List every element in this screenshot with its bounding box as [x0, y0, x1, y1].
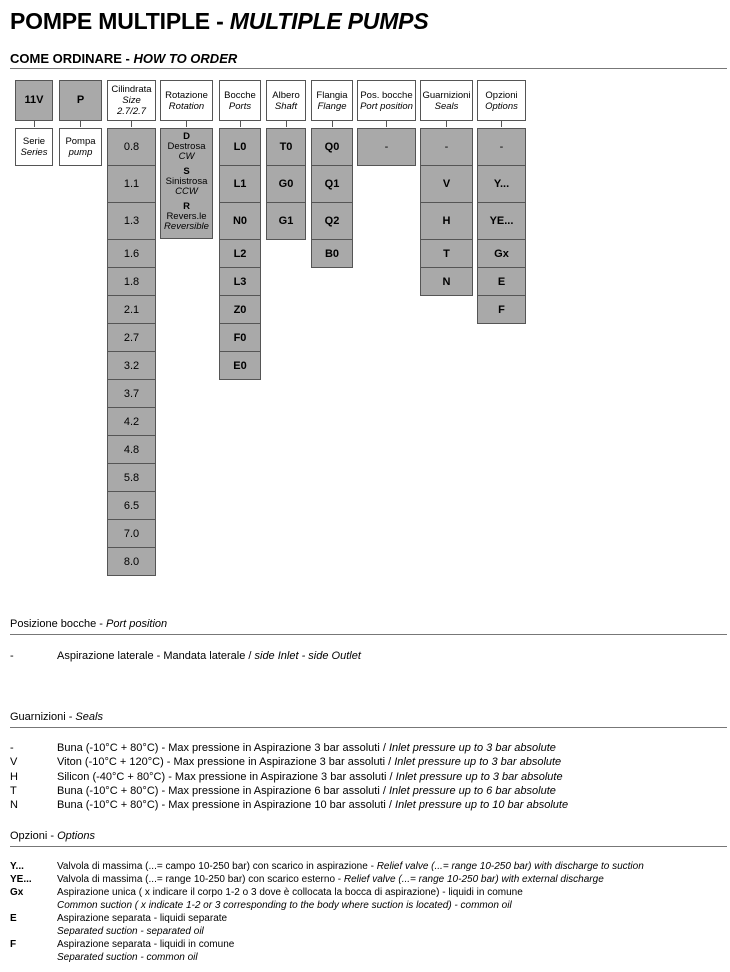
ports-cell: L2	[219, 239, 261, 268]
shaft-cell: G1	[266, 202, 306, 240]
option-subtext: Separated suction - separated oil	[57, 926, 204, 937]
ports-cell: E0	[219, 351, 261, 380]
header-rotation: Rotazione Rotation	[160, 80, 213, 121]
flange-cell: Q2	[311, 202, 353, 240]
series-label: Serie Series	[15, 128, 53, 166]
size-cell: 5.8	[107, 463, 156, 492]
header-seals: Guarnizioni Seals	[420, 80, 473, 121]
shaft-cell: G0	[266, 165, 306, 203]
options-column	[477, 128, 526, 324]
header-options: Opzioni Options	[477, 80, 526, 121]
connector-tick	[34, 121, 35, 127]
size-cell: 1.3	[107, 202, 156, 240]
flange-cell: B0	[311, 239, 353, 268]
options-heading: Opzioni - Options	[10, 830, 95, 842]
ports-cell: N0	[219, 202, 261, 240]
option-code: Y...	[10, 861, 24, 872]
size-cell: 4.2	[107, 407, 156, 436]
size-cell: 2.1	[107, 295, 156, 324]
seal-text: Buna (-10°C + 80°C) - Max pressione in Aspirazione 6 bar assoluti / Inlet pressure up to 6 bar absolute	[57, 785, 556, 797]
connector-tick	[186, 121, 187, 127]
connector-tick	[240, 121, 241, 127]
header-flange: Flangia Flange	[311, 80, 353, 121]
ports-cell: L3	[219, 267, 261, 296]
divider	[10, 846, 727, 847]
flange-cell: Q1	[311, 165, 353, 203]
header-series-code: 11V	[15, 80, 53, 121]
size-cell: 4.8	[107, 435, 156, 464]
port-position-row-text: Aspirazione laterale - Mandata laterale / side Inlet - side Outlet	[57, 650, 361, 662]
size-cell: 3.2	[107, 351, 156, 380]
shaft-cell: T0	[266, 128, 306, 166]
size-cell: 6.5	[107, 491, 156, 520]
options-cell: Gx	[477, 239, 526, 268]
option-text: Aspirazione unica ( x indicare il corpo 1-2 o 3 dove è collocata la bocca di aspirazione) - liquidi in comune	[57, 887, 523, 898]
ports-cell: Z0	[219, 295, 261, 324]
seal-text: Buna (-10°C + 80°C) - Max pressione in Aspirazione 3 bar assoluti / Inlet pressure up to 3 bar absolute	[57, 742, 556, 754]
option-code: F	[10, 939, 17, 950]
connector-tick	[332, 121, 333, 127]
ports-cell: L0	[219, 128, 261, 166]
option-code: YE...	[10, 874, 32, 885]
header-pump-code: P	[59, 80, 102, 121]
seals-cell: H	[420, 202, 473, 240]
port-position-row-code: -	[10, 650, 14, 662]
port-position-cell: -	[357, 128, 416, 166]
connector-tick	[386, 121, 387, 127]
flange-cell: Q0	[311, 128, 353, 166]
seals-cell: V	[420, 165, 473, 203]
options-cell: -	[477, 128, 526, 166]
option-text: Aspirazione separata - liquidi separate	[57, 913, 228, 924]
how-to-order-heading: COME ORDINARE - HOW TO ORDER	[10, 51, 238, 66]
option-subtext: Common suction ( x indicate 1-2 or 3 corresponding to the body where suction is located) - common oil	[57, 900, 512, 911]
connector-tick	[446, 121, 447, 127]
divider	[10, 727, 727, 728]
option-subtext: Separated suction - common oil	[57, 952, 198, 963]
pump-label: Pompa pump	[59, 128, 102, 166]
size-cell: 1.6	[107, 239, 156, 268]
options-cell: E	[477, 267, 526, 296]
connector-tick	[80, 121, 81, 127]
page-title: POMPE MULTIPLE - MULTIPLE PUMPS	[10, 8, 429, 34]
size-cell: 2.7	[107, 323, 156, 352]
rotation-cell	[160, 128, 213, 239]
seal-code: H	[10, 771, 18, 783]
options-cell: Y...	[477, 165, 526, 203]
seal-code: T	[10, 785, 17, 797]
seal-code: N	[10, 799, 18, 811]
ports-column	[219, 128, 261, 380]
seal-text: Silicon (-40°C + 80°C) - Max pressione in Aspirazione 3 bar assoluti / Inlet pressure up to 3 bar absolute	[57, 771, 563, 783]
seals-heading: Guarnizioni - Seals	[10, 711, 103, 723]
header-ports: Bocche Ports	[219, 80, 261, 121]
option-text: Valvola di massima (...= campo 10-250 bar) con scarico in aspirazione - Relief valve (...= range 10-250 bar) with discharge to suction	[57, 861, 644, 872]
seals-cell: T	[420, 239, 473, 268]
option-code: E	[10, 913, 17, 924]
connector-tick	[131, 121, 132, 127]
seal-code: -	[10, 742, 14, 754]
size-cell: 7.0	[107, 519, 156, 548]
size-cell: 0.8	[107, 128, 156, 166]
flange-column	[311, 128, 353, 268]
divider	[10, 68, 727, 69]
header-shaft: Albero Shaft	[266, 80, 306, 121]
ports-cell: F0	[219, 323, 261, 352]
size-cell: 3.7	[107, 379, 156, 408]
seals-column	[420, 128, 473, 296]
seals-cell: N	[420, 267, 473, 296]
connector-tick	[501, 121, 502, 127]
seals-cell: -	[420, 128, 473, 166]
ports-cell: L1	[219, 165, 261, 203]
rotation-option: D Destrosa CW	[167, 131, 206, 162]
options-cell: F	[477, 295, 526, 324]
seal-text: Buna (-10°C + 80°C) - Max pressione in Aspirazione 10 bar assoluti / Inlet pressure up to 10 bar absolute	[57, 799, 569, 811]
shaft-column	[266, 128, 306, 240]
size-column	[107, 128, 156, 576]
seal-code: V	[10, 756, 18, 768]
size-cell: 8.0	[107, 547, 156, 576]
seal-text: Viton (-10°C + 120°C) - Max pressione in Aspirazione 3 bar assoluti / Inlet pressure up to 3 bar absolute	[57, 756, 562, 768]
rotation-option: S Sinistrosa CCW	[165, 166, 208, 197]
size-cell: 1.8	[107, 267, 156, 296]
option-text: Aspirazione separata - liquidi in comune	[57, 939, 235, 950]
size-cell: 1.1	[107, 165, 156, 203]
header-port-position: Pos. bocche Port position	[357, 80, 416, 121]
option-code: Gx	[10, 887, 24, 898]
connector-tick	[286, 121, 287, 127]
options-cell: YE...	[477, 202, 526, 240]
divider	[10, 634, 727, 635]
rotation-option: R Revers.le Reversible	[164, 201, 209, 232]
option-text: Valvola di massima (...= range 10-250 bar) con scarico esterno - Relief valve (...= range 10-250 bar) with external discharge	[57, 874, 604, 885]
port-position-heading: Posizione bocche - Port position	[10, 618, 168, 630]
port-position-column	[357, 128, 416, 166]
header-size: Cilindrata Size 2.7/2.7	[107, 80, 156, 121]
